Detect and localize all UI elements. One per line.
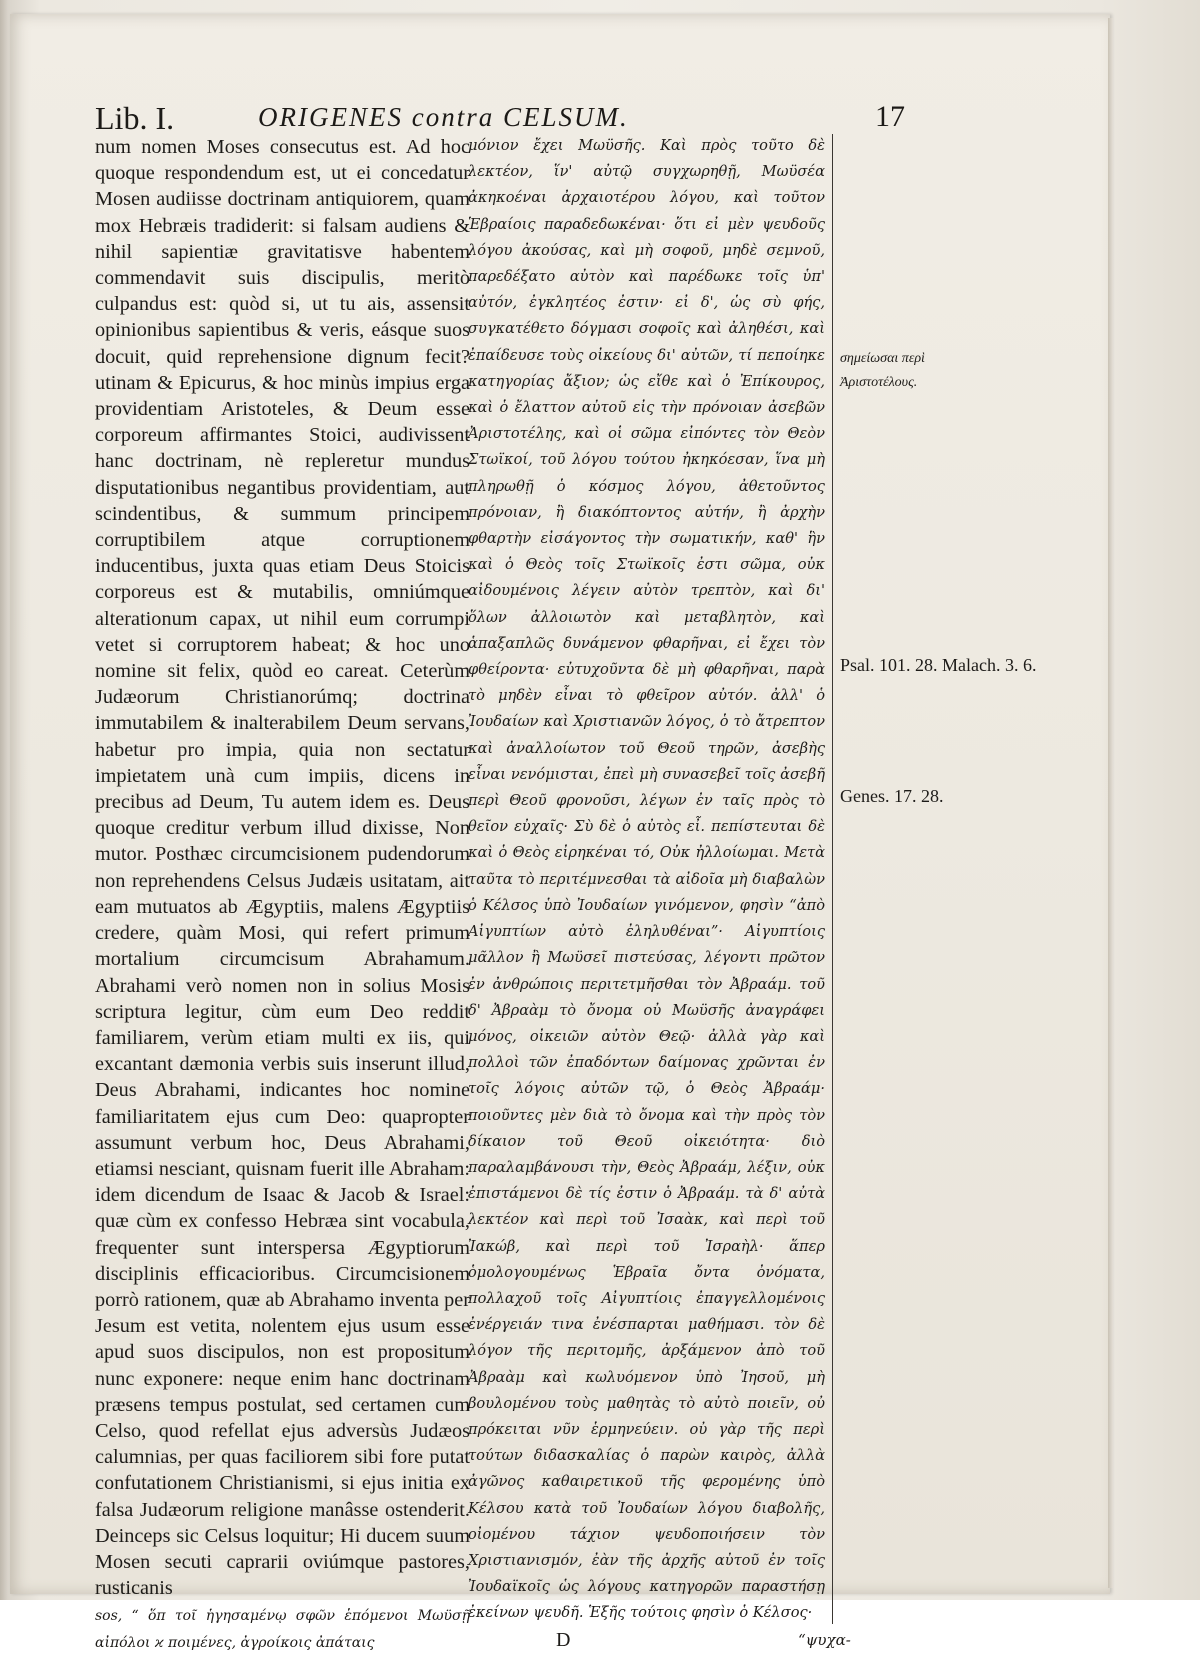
book-number: Lib. I. [95, 100, 175, 136]
greek-paragraph: μόνιον ἔχει Μωϋσῆς. Καὶ πρὸς τοῦτο δὲ λεκτέον, ἵν' αὐτῷ συγχωρηθῇ, Μωϋσέα ἀκηκοέναι ἀρχαιοτέρου λόγου, καὶ τοῦτον Ἑβραίοις παραδεδωκέναι· ὅτι εἰ μὲν ψευδοῦς λόγου ἀκούσας, καὶ μὴ σοφοῦ, μηδὲ σεμνοῦ, παρεδέξατο αὐτὸν καὶ παρέδωκε τοῖς ὑπ' αὐτόν, ἐγκλητέος ἐστιν· εἰ δ', ὡς σὺ φής, συγκατέθετο δόγμασι σοφοῖς καὶ ἀληθέσι, καὶ ἐπαίδευσε τοὺς οἰκείους δι' αὐτῶν, τί πεποίηκε κατηγορίας ἄξιον; ὡς εἴθε καὶ ὁ Ἐπίκουρος, καὶ ὁ ἔλαττον αὐτοῦ εἰς τὴν πρόνοιαν ἀσεβῶν Ἀριστοτέλης, καὶ οἱ σῶμα εἰπόντες τὸν Θεὸν Στωϊκοί, τοῦ λόγου τούτου ἠκηκόεσαν, ἵνα μὴ πληρωθῇ ὁ κόσμος λόγου, ἀθετοῦντος πρόνοιαν, ἢ διακόπτοντος αὐτήν, ἢ ἀρχὴν φθαρτὴν εἰσάγοντος τὴν σωματικήν, καθ' ἣν καὶ ὁ Θεὸς τοῖς Στωϊκοῖς ἐστι σῶμα, οὐκ αἰδουμένοις λέγειν αὐτὸν τρεπτὸν, καὶ δι' ὅλων ἀλλοιωτὸν καὶ μεταβλητὸν, καὶ ἁπαξαπλῶς δυνάμενον φθαρῆναι, εἰ ἔχει τὸν φθείροντα· εὐτυχοῦντα δὲ μὴ φθαρῆναι, παρὰ τὸ μηδὲν εἶναι τὸ φθεῖρον αὐτόν. ἀλλ' ὁ Ἰουδαίων καὶ Χριστιανῶν λόγος, ὁ τὸ ἄτρεπτον καὶ ἀναλλοίωτον τοῦ Θεοῦ τηρῶν, ἀσεβὴς εἶναι νενόμισται, ἐπεὶ μὴ συνασεβεῖ τοῖς ἀσεβῆ περὶ Θεοῦ φρονοῦσι, λέγων ἐν ταῖς πρὸς τὸ θεῖον εὐχαῖς· Σὺ δὲ ὁ αὐτὸς εἶ. πεπίστευται δὲ καὶ ὁ Θεὸς εἰρηκέναι τό, Οὐκ ἠλλοίωμαι. Μετὰ ταῦτα τὸ περιτέμνεσθαι τὰ αἰδοῖα μὴ διαβαλὼν ὁ Κέλσος ὑπὸ Ἰουδαίων γινόμενον, φησὶν “ἀπὸ Αἰγυπτίων αὐτὸ ἐληλυθέναι”· Αἰγυπτίοις μᾶλλον ἢ Μωϋσεῖ πιστεύσας, λέγοντι πρῶτον ἐν ἀνθρώποις περιτετμῆσθαι τὸν Ἀβραάμ. τοῦ δ' Ἀβραὰμ τὸ ὄνομα οὐ Μωϋσῆς ἀναγράφει μόνος, οἰκειῶν αὐτὸν Θεῷ· ἀλλὰ γὰρ καὶ πολλοὶ τῶν ἐπαδόντων δαίμονας χρῶνται ἐν τοῖς λόγοις αὐτῶν τῷ, ὁ Θεὸς Ἀβραάμ· ποιοῦντες μὲν διὰ τὸ ὄνομα καὶ τὴν πρὸς τὸν δίκαιον τοῦ Θεοῦ οἰκειότητα· διὸ παραλαμβάνουσι τὴν, Θεὸς Ἀβραάμ, λέξιν, οὐκ ἐπιστάμενοι δὲ τίς ἐστιν ὁ Ἀβραάμ. τὰ δ' αὐτὰ λεκτέον καὶ περὶ τοῦ Ἰσαὰκ, καὶ περὶ τοῦ Ἰακώβ, καὶ περὶ τοῦ Ἰσραὴλ· ἅπερ ὁμολογουμένως Ἑβραῖα ὄντα ὀνόματα, πολλαχοῦ τοῖς Αἰγυπτίοις ἐπαγγελλομένοις ἐνέργειάν τινα ἐνέσπαρται μαθήμασι. τὸν δὲ λόγον τῆς περιτομῆς, ἀρξάμενον ἀπὸ τοῦ Ἀβραὰμ καὶ κωλυόμενον ὑπὸ Ἰησοῦ, μὴ βουλομένου τοὺς μαθητὰς τὸ αὐτὸ ποιεῖν, οὐ πρόκειται νῦν ἑρμηνεύειν. οὐ γὰρ τῆς περὶ τούτων διδασκαλίας ὁ παρὼν καιρὸς, ἀλλὰ ἀγῶνος καθαιρετικοῦ τῆς φερομένης ὑπὸ Κέλσου κατὰ τοῦ Ἰουδαίων λόγου διαβολῆς, οἰομένου τάχιον ψευδοποιήσειν τὸν Χριστιανισμόν, ἐὰν τῆς ἀρχῆς αὐτοῦ ἐν τοῖς Ἰουδαϊκοῖς ὡς λόγους κατηγορῶν παραστήσῃ ἐκείνων ψευδῆ. Ἑξῆς τούτοις φησὶν ὁ Κέλσος· [468, 137, 825, 1622]
running-title: ORIGENES contra CELSUM. [258, 102, 629, 132]
latin-paragraph: num nomen Moses consecutus est. Ad hoc quoque respondendum est, ut ei concedatur Mosen audiisse doctrinam antiquiorem, quam mox Hebræis tradiderit: si falsam audiens & nihil sapientiæ gravitatisve habentem commendavit suis discipulis, meritò culpandus est: quòd si, ut tu ais, assensit opinionibus sapientibus & veris, eásque suos docuit, quid reprehensione dignum fecit? utinam & Epicurus, & hoc minùs impius erga providentiam Aristoteles, & Deum esse corporeum affirmantes Stoici, audivissent hanc doctrinam, nè repleretur mundus disputationibus negantibus providentiam, aut scindentibus, & summum principem corruptibilem atque corruptionem inducentibus, juxta quas etiam Deus Stoicis corporeus est & mutabilis, omniúmque alterationum capax, ut nihil eum corrumpi vetet si corruptorem habeat; & hoc uno nomine sit felix, quòd eo careat. Ceterùm Judæorum Christianorúmq; doctrina immutabilem & inalterabilem Deum servans, habetur pro impia, quia non sectatur impietatem unà cum impiis, dicens in precibus ad Deum, Tu autem idem es. Deus quoque creditur verbum illud dixisse, Non mutor. Posthæc circumcisionem pudendorum non reprehendens Celsus Judæis usitatam, ait eam mutuatos ab Ægyptiis, malens Ægyptiis credere, quàm Mosi, qui refert primum mortalium circumcisum Abrahamum. Abrahami verò nomen non in solius Mosis scriptura legitur, cùm eum Deo reddit familiarem, verùm etiam multi ex iis, qui excantant dæmonia verbis suis inserunt illud, Deus Abrahami, indicantes hoc nomine familiaritatem ejus cum Deo: quapropter assumunt verbum hoc, Deus Abrahami, etiamsi nesciant, quisnam fuerit ille Abraham: idem dicendum de Isaac & Jacob & Israel: quæ cùm ex confesso Hebræa sint vocabula, frequenter sunt interspersa Ægyptiorum disciplinis efficacioribus. Circumcisionem porrò rationem, quæ ab Abrahamo inventa per Jesum est vetita, nolentem ejus usum esse apud suos discipulos, non est propositum nunc exponere: neque enim hanc doctrinam præsens tempus postulat, sed certamen cum Celso, quod refellat ejus adversùs Judæos calumnias, per quas faciliorem sibi fore putat confutationem Christianismi, si ejus initia ex falsa Judæorum religione manâsse ostenderit. Deinceps sic Celsus loquitur; Hi ducem suum Mosen secuti caprarii oviúmque pastores, rusticanis [95, 136, 470, 1600]
margin-note-aristotle: σημείωσαι περὶ Ἀριστοτέλους. [840, 351, 925, 390]
latin-column [95, 134, 470, 1656]
page-edge [1108, 18, 1113, 1588]
column-rule [832, 134, 833, 1624]
catchword: “ψυχα- [798, 1631, 851, 1649]
latin-last-line: sos, “ ὅπ τοῖ ἡγησαμένῳ σφῶν ἑπόμενοι Μωϋσῇ αἰπόλοι ϰ ποιμένες, ἀγροίκοις ἀπάταις [95, 1608, 470, 1651]
margin-note-genesis: Genes. 17. 28. [840, 786, 944, 806]
greek-column [468, 133, 825, 1627]
page-number: 17 [875, 100, 905, 133]
margin-note-psalm: Psal. 101. 28. Malach. 3. 6. [840, 655, 1037, 675]
signature-mark: D [556, 1629, 571, 1651]
